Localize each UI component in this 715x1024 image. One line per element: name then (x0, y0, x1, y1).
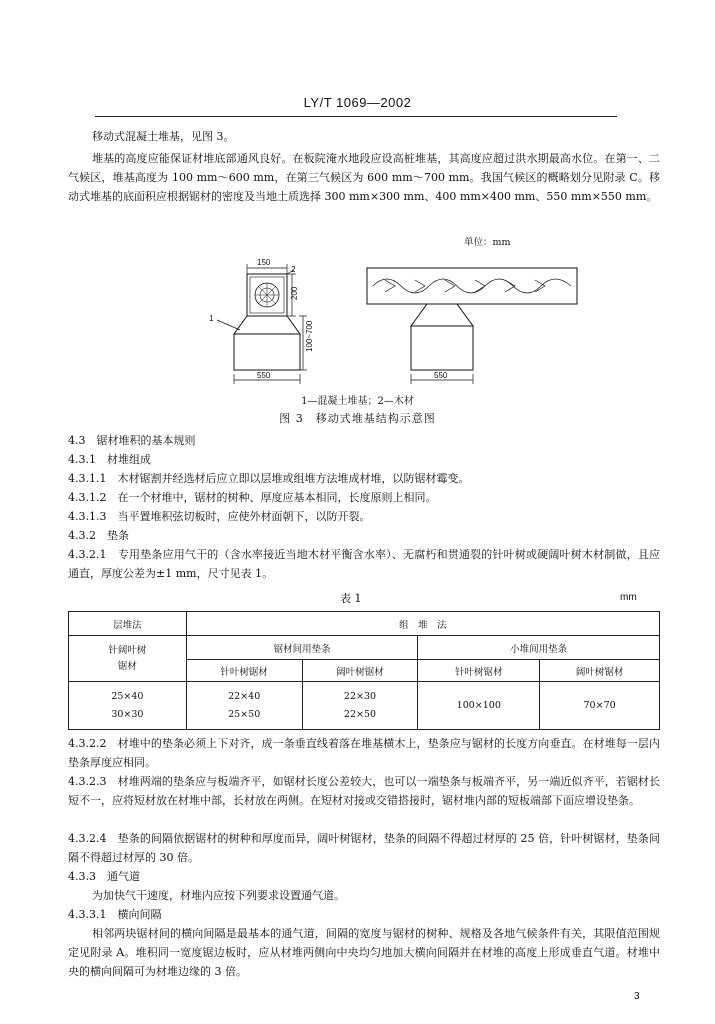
figure-unit: 单位：mm (464, 237, 511, 248)
dim-block-label: 200 (290, 286, 299, 300)
concrete-base-side-top (411, 304, 473, 326)
table-1 (68, 611, 660, 730)
concrete-base-side-block (411, 326, 473, 370)
header-rule (95, 116, 617, 117)
header-between-small: 小堆间用垫条 (418, 636, 660, 660)
dim-base-right-label: 550 (434, 371, 448, 380)
header-between-sawn: 锯材间用垫条 (186, 636, 418, 660)
section-4-3-2: 4.3.2 垫条 (68, 529, 129, 542)
label-2: 2 (291, 265, 296, 274)
header-all-sawn: 针阔叶树 锯材 (69, 636, 187, 682)
header-group-method: 组 堆 法 (186, 612, 659, 636)
section-4-3-1-3: 4.3.1.3 当平置堆积弦切板时，应使外材面朝下，以防开裂。 (68, 510, 371, 523)
cell-small-conifer: 100×100 (418, 682, 540, 730)
concrete-base-block (234, 334, 300, 370)
label-1: 1 (209, 314, 214, 323)
figure-legend: 1—混凝土堆基；2—木材 (301, 396, 414, 407)
header-conifer-1: 针叶树锯材 (186, 660, 302, 682)
section-4-3-1-2: 4.3.1.2 在一个材堆中，锯材的树种、厚度应基本相同，长度原则上相同。 (68, 491, 437, 504)
header-layer-method: 层堆法 (69, 612, 187, 636)
section-4-3-2-2: 4.3.2.2 材堆中的垫条必须上下对齐，成一条垂直线着落在堆基横木上，垫条应与锯材的长度方向垂直。在材堆每一层内垫条厚度应相同。 (68, 737, 660, 769)
dim-top-label: 150 (257, 258, 271, 267)
cell-layer-values: 25×40 30×30 (69, 682, 187, 730)
section-4-3-1: 4.3.1 材堆组成 (68, 453, 151, 466)
header-broad-1: 阔叶树锯材 (302, 660, 418, 682)
standard-code-header: LY/T 1069—2002 (303, 95, 412, 110)
paragraph-mobile-base: 移动式混凝土堆基，见图 3。 (92, 130, 235, 143)
section-4-3-1-1: 4.3.1.1 木材锯割并经选材后应立即以层堆或组堆方法堆成材堆，以防锯材霉变。 (68, 472, 470, 485)
table-title: 表 1 (340, 592, 362, 605)
figure-3-diagram (195, 252, 625, 387)
paragraph-4-3-3: 为加快气干速度，材堆内应按下列要求设置通气道。 (92, 889, 345, 902)
section-4-3-2-3: 4.3.2.3 材堆两端的垫条应与板端齐平，如锯材长度公差较大，也可以一端垫条与板端齐平，另一端近似齐平，若锯材长短不一，应将短材放在材堆中部，长材放在两侧。在短材对接或交错搭接时，锯材堆内部的短板端部下面应增设垫条。 (68, 775, 660, 807)
cell-conifer-values: 22×40 25×50 (186, 682, 302, 730)
cell-broad-values: 22×30 22×50 (302, 682, 418, 730)
concrete-base-top (234, 316, 300, 334)
paragraph-base-height: 堆基的高度应能保证材堆底部通风良好。在板院淹水地段应设高桩堆基，其高度应超过洪水期最高水位。在第一、二气候区，堆基高度为 100 mm～600 mm，在第三气候区为 600 mm～700 mm。我国气候区的概略划分见附录 C。移动式堆基的底面积应根据锯材的密度及当地土质选择 300 mm×300 mm、400 mm×400 mm、550 mm×550 mm。 (68, 152, 660, 203)
section-4-3-3: 4.3.3 通气道 (68, 870, 140, 883)
section-4-3-2-1: 4.3.2.1 专用垫条应用气干的（含水率接近当地木材平衡含水率）、无腐朽和贯通裂的针叶树或硬阔叶树木材制做，且应通直，厚度公差为±1 mm，尺寸见表 1。 (68, 548, 660, 580)
section-4-3: 4.3 锯材堆积的基本规则 (68, 434, 196, 447)
figure-title: 图 3 移动式堆基结构示意图 (279, 412, 436, 425)
table-unit: mm (620, 592, 637, 603)
dim-base-left-label: 550 (257, 371, 271, 380)
header-broad-2: 阔叶树锯材 (540, 660, 660, 682)
section-4-3-2-4: 4.3.2.4 垫条的间隔依据锯材的树种和厚度而异，阔叶树锯材，垫条的间隔不得超过材厚的 25 倍，针叶树锯材，垫条间隔不得超过材厚的 30 倍。 (68, 832, 660, 864)
cell-small-broad: 70×70 (540, 682, 660, 730)
section-4-3-3-1: 4.3.3.1 横向间隔 (68, 908, 162, 921)
page-number: 3 (634, 991, 640, 1002)
paragraph-4-3-3-1: 相邻两块锯材间的横向间隔是最基本的通气道，间隔的宽度与锯材的树种、规格及各地气候条件有关，其限值范围规定见附录 A。堆积同一宽度锯边板时，应从材堆两侧向中央均匀地加大横向间隔并在材堆的高度上形成垂直气道。材堆中央的横向间隔可为材堆边缘的 3 倍。 (68, 927, 660, 978)
header-conifer-2: 针叶树锯材 (418, 660, 540, 682)
dim-height-label: 100~700 (305, 320, 314, 352)
